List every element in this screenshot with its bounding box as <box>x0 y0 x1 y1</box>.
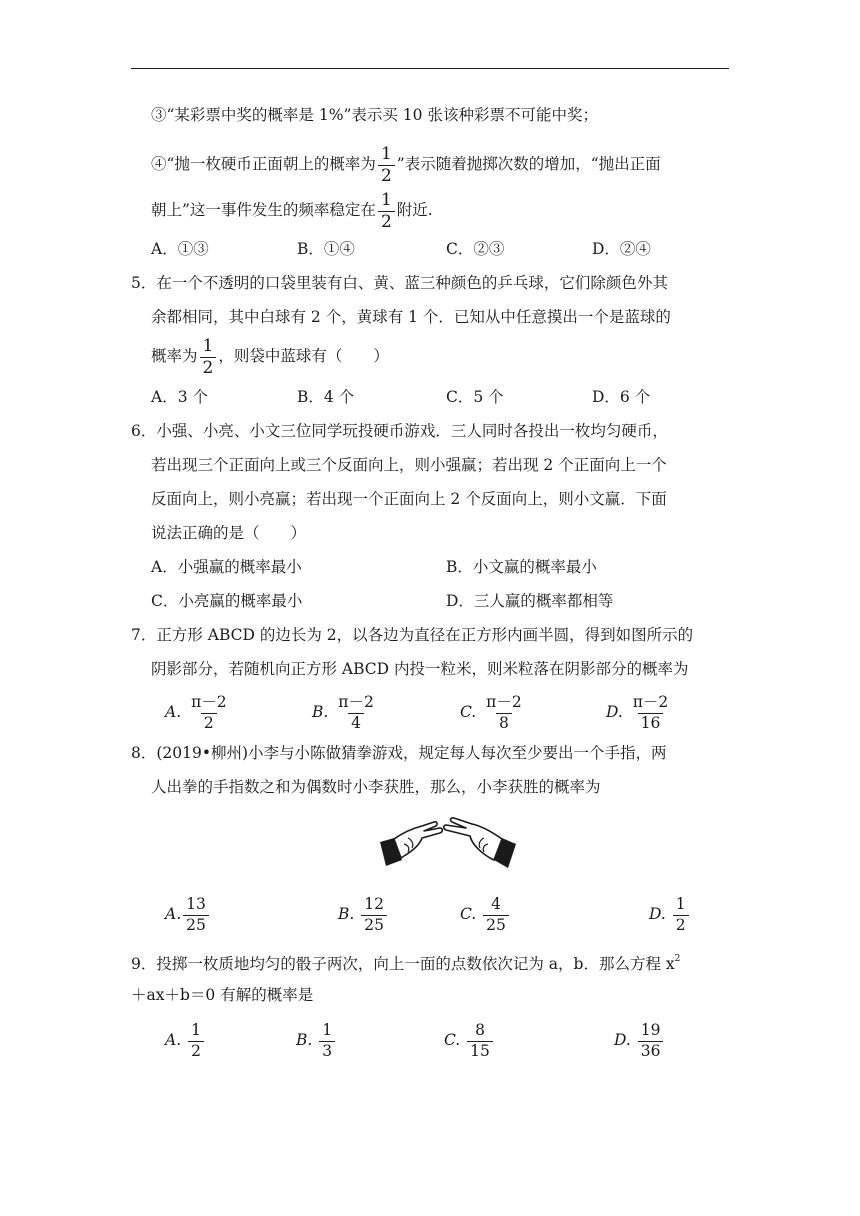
q4-item3: ③“某彩票中奖的概率是 1%”表示买 10 张该种彩票不可能中奖； <box>151 106 598 124</box>
fraction-one-half: $\frac{1}{2}$ <box>378 146 395 185</box>
q4-option-b[interactable]: B．①④ <box>297 240 355 258</box>
option-fraction: $\frac{1}{2}$ <box>188 1023 204 1059</box>
q6-option-a[interactable]: A．小强赢的概率最小 <box>151 558 302 576</box>
q8-line2: 人出拳的手指数之和为偶数时小李获胜，那么，小李获胜的概率为 <box>151 778 601 796</box>
option-fraction: $\frac{19}{36}$ <box>638 1023 664 1059</box>
q7-line1: 7．正方形 ABCD 的边长为 2，以各边为直径在正方形内画半圆，得到如图所示的 <box>131 626 694 644</box>
q4-option-c[interactable]: C．②③ <box>446 240 505 258</box>
header-rule <box>131 68 729 69</box>
option-fraction: $\frac{13}{25}$ <box>183 897 209 933</box>
q6-line3: 反面向上，则小亮赢；若出现一个正面向上 2 个反面向上，则小文赢．下面 <box>151 490 667 508</box>
q5-line1: 5．在一个不透明的口袋里装有白、黄、蓝三种颜色的乒乓球，它们除颜色外其 <box>131 274 668 292</box>
right-hand-icon <box>444 818 516 868</box>
q4-item4-line1: ④“抛一枚硬币正面朝上的概率为 $\frac{1}{2}$ ”表示随着抛掷次数的增加，“抛出正面 <box>151 143 661 186</box>
q7-option-c[interactable]: C. $\frac{\pi-2}{8}$ <box>460 690 527 734</box>
q4-option-d[interactable]: D．②④ <box>592 240 651 258</box>
q7-option-d[interactable]: D. $\frac{\pi-2}{16}$ <box>606 690 673 734</box>
q6-line1: 6．小强、小亮、小文三位同学玩投硬币游戏．三人同时各投出一枚均匀硬币， <box>131 422 668 440</box>
q9-line1: 9．投掷一枚质地均匀的骰子两次，向上一面的点数依次记为 a，b．那么方程 $x^2$ <box>131 954 681 974</box>
option-fraction: $\frac{1}{3}$ <box>319 1023 335 1059</box>
q5-line3: 概率为 $\frac{1}{2}$ ，则袋中蓝球有（ ） <box>151 335 389 378</box>
q6-option-b[interactable]: B．小文赢的概率最小 <box>446 558 597 576</box>
q8-option-d[interactable]: D. $\frac{1}{2}$ <box>649 890 691 938</box>
q7-option-b[interactable]: B. $\frac{\pi-2}{4}$ <box>312 690 379 734</box>
option-fraction: $\frac{\pi-2}{8}$ <box>486 693 522 732</box>
q9-option-b[interactable]: B. $\frac{1}{3}$ <box>296 1016 337 1064</box>
q8-option-c[interactable]: C. $\frac{4}{25}$ <box>460 890 511 938</box>
option-fraction: $\frac{4}{25}$ <box>483 897 509 933</box>
q8-option-a[interactable]: A. $\frac{13}{25}$ <box>165 890 211 938</box>
q8-line1: 8．(2019•柳州)小李与小陈做猜拳游戏，规定每人每次至少要出一个手指，两 <box>131 744 667 762</box>
q5-line2: 余都相同，其中白球有 2 个，黄球有 1 个．已知从中任意摸出一个是蓝球的 <box>151 308 671 326</box>
fraction-one-half: $\frac{1}{2}$ <box>200 338 217 377</box>
option-fraction: $\frac{1}{2}$ <box>673 897 689 933</box>
q6-line2: 若出现三个正面向上或三个反面向上，则小强赢；若出现 2 个正面向上一个 <box>151 456 667 474</box>
q6-option-d[interactable]: D．三人赢的概率都相等 <box>446 592 614 610</box>
q4-option-a[interactable]: A．①③ <box>151 240 209 258</box>
q7-line2: 阴影部分，若随机向正方形 ABCD 内投一粒米，则米粒落在阴影部分的概率为 <box>151 660 689 678</box>
hands-figure <box>374 812 522 876</box>
q6-option-c[interactable]: C．小亮赢的概率最小 <box>151 592 303 610</box>
option-fraction: $\frac{12}{25}$ <box>361 897 387 933</box>
q9-option-a[interactable]: A. $\frac{1}{2}$ <box>165 1016 206 1064</box>
q5-option-b[interactable]: B．4 个 <box>297 388 355 406</box>
option-fraction: $\frac{\pi-2}{16}$ <box>632 693 669 732</box>
option-fraction: $\frac{8}{15}$ <box>467 1023 493 1059</box>
q5-option-a[interactable]: A．3 个 <box>151 388 208 406</box>
q7-option-a[interactable]: A. $\frac{\pi-2}{2}$ <box>165 690 232 734</box>
q8-option-b[interactable]: B. $\frac{12}{25}$ <box>338 890 389 938</box>
q4-item4-line2: 朝上”这一事件发生的频率稳定在 $\frac{1}{2}$ 附近. <box>151 189 433 232</box>
q9-option-c[interactable]: C. $\frac{8}{15}$ <box>444 1016 495 1064</box>
option-fraction: $\frac{\pi-2}{2}$ <box>191 693 227 732</box>
q9-option-d[interactable]: D. $\frac{19}{36}$ <box>614 1016 665 1064</box>
q6-line4: 说法正确的是（ ） <box>151 524 307 542</box>
option-fraction: $\frac{\pi-2}{4}$ <box>338 693 374 732</box>
q9-line2: ＋ax＋b＝0 有解的概率是 <box>131 986 314 1004</box>
fraction-one-half: $\frac{1}{2}$ <box>378 192 395 231</box>
q5-option-d[interactable]: D．6 个 <box>592 388 651 406</box>
q5-option-c[interactable]: C．5 个 <box>446 388 504 406</box>
left-hand-icon <box>380 822 442 866</box>
